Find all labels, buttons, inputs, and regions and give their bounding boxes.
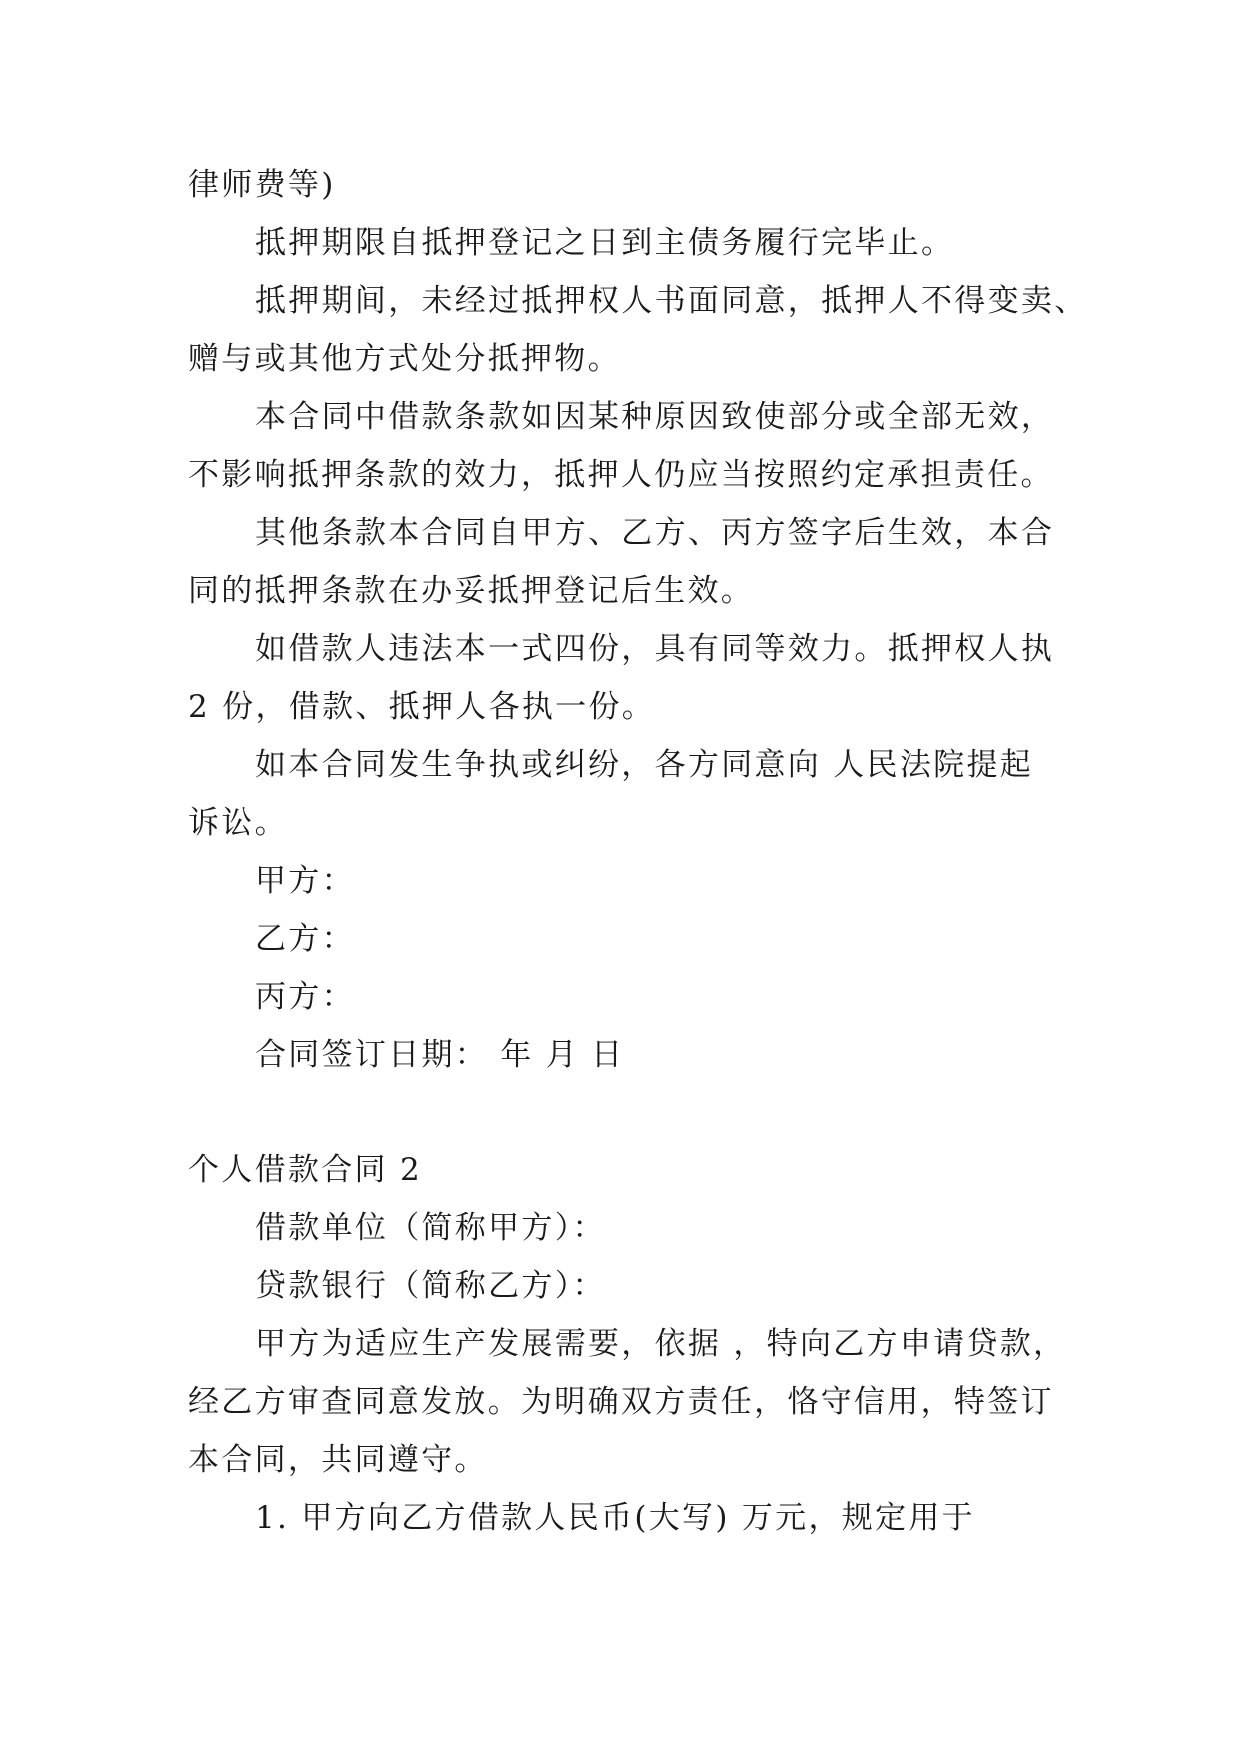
text-line: 抵押期间，未经过抵押权人书面同意，抵押人不得变卖、 — [255, 283, 1088, 319]
text-line: 如借款人违法本一式四份，具有同等效力。抵押权人执 — [255, 631, 1055, 667]
text-line: 甲方为适应生产发展需要，依据 ，特向乙方申请贷款， — [255, 1326, 1067, 1362]
clause-1: 1. 甲方向乙方借款人民币(大写) 万元，规定用于 — [255, 1500, 975, 1536]
text-line: 本合同，共同遵守。 — [188, 1442, 488, 1478]
signing-date-label: 合同签订日期： 年 月 日 — [255, 1037, 625, 1073]
party-a-label: 甲方： — [255, 863, 355, 899]
text-line: 其他条款本合同自甲方、乙方、丙方签字后生效，本合 — [255, 515, 1055, 551]
text-line: 律师费等) — [188, 167, 336, 203]
text-line: 同的抵押条款在办妥抵押登记后生效。 — [188, 573, 755, 609]
lender-label: 贷款银行（简称乙方）： — [255, 1268, 606, 1304]
text-line: 经乙方审查同意发放。为明确双方责任，恪守信用，特签订 — [188, 1384, 1054, 1420]
text-line: 赠与或其他方式处分抵押物。 — [188, 341, 621, 377]
text-line: 抵押期限自抵押登记之日到主债务履行完毕止。 — [255, 225, 955, 261]
text-line: 诉讼。 — [188, 805, 288, 841]
party-b-label: 乙方： — [255, 921, 355, 957]
party-c-label: 丙方： — [255, 979, 355, 1015]
text-line: 2 份，借款、抵押人各执一份。 — [188, 689, 656, 725]
section-title: 个人借款合同 2 — [188, 1152, 422, 1188]
borrower-label: 借款单位（简称甲方）： — [255, 1210, 606, 1246]
text-line: 不影响抵押条款的效力，抵押人仍应当按照约定承担责任。 — [188, 457, 1054, 493]
text-line: 本合同中借款条款如因某种原因致使部分或全部无效， — [255, 399, 1055, 435]
text-line: 如本合同发生争执或纠纷，各方同意向 人民法院提起 — [255, 747, 1034, 783]
